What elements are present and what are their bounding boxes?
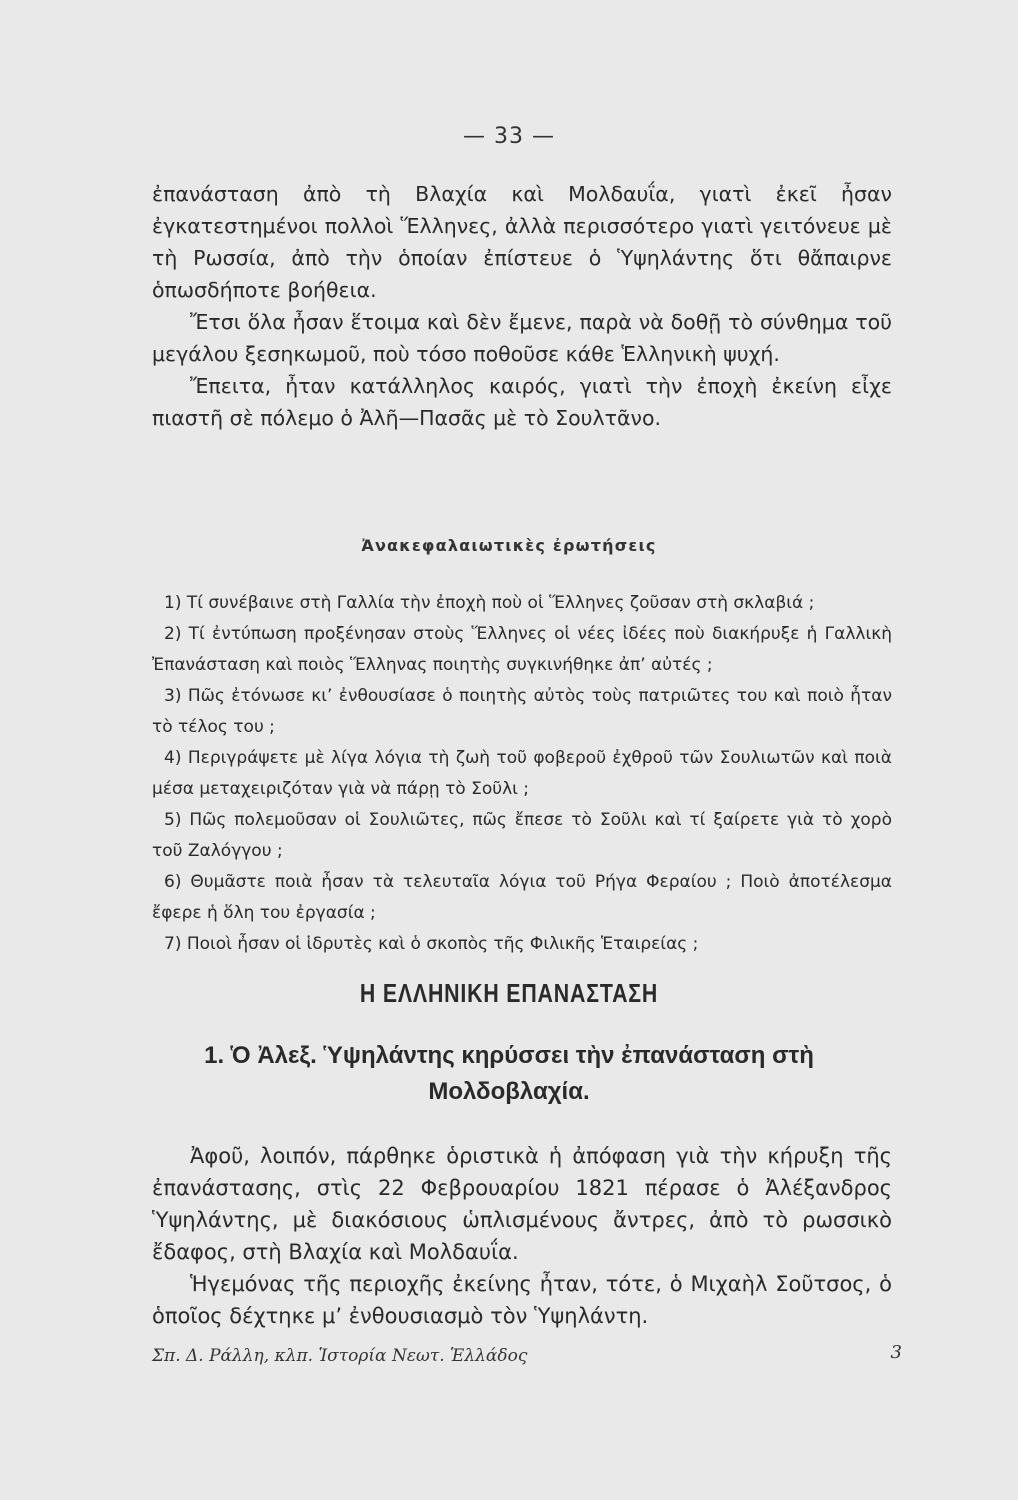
signature-mark: 3 (890, 1342, 902, 1363)
page-number: — 33 — (463, 124, 555, 149)
section-title: Η ΕΛΛΗΝΙΚΗ ΕΠΑΝΑΣΤΑΣΗ (359, 978, 659, 1008)
question-item: 4) Περιγράψετε μὲ λίγα λόγια τὴ ζωὴ τοῦ φοβεροῦ ἐχθροῦ τῶν Σουλιωτῶν καὶ ποιὰ μέσα μεταχειριζόταν γιὰ νὰ πάρῃ τὸ Σοῦλι ; (152, 748, 892, 799)
footer-reference: Σπ. Δ. Ράλλη, κλπ. Ἱστορία Νεωτ. Ἑλλάδος (152, 1346, 528, 1366)
chapter-title-text: 1. Ὁ Ἀλεξ. Ὑψηλάντης κηρύσσει τὴν ἐπανάσταση στὴ Μολδοβλαχία. (204, 1042, 814, 1105)
question-item: 2) Τί ἐντύπωση προξένησαν στοὺς Ἕλληνες οἱ νέες ἰδέες ποὺ διακήρυξε ἡ Γαλλικὴ Ἐπανάσταση καὶ ποιὸς Ἕλληνας ποιητὴς συγκινήθηκε ἀπ’ αὐτές ; (152, 624, 892, 675)
paragraph: Ἔπειτα, ἦταν κατάλληλος καιρός, γιατὶ τὴν ἐποχὴ ἐκείνη εἶχε πιαστῆ σὲ πόλεμο ὁ Ἀλῆ—Πασᾶς μὲ τὸ Σουλτᾶνο. (152, 374, 892, 430)
intro-text (152, 178, 892, 434)
paragraph: ἐπανάσταση ἀπὸ τὴ Βλαχία καὶ Μολδαυΐα, γιατὶ ἐκεῖ ἦσαν ἐγκατεστημένοι πολλοὶ Ἕλληνες, ἀλλὰ περισσότερο γιατὶ γειτόνευε μὲ τὴ Ρωσσία, ἀπὸ τὴν ὁποίαν ἐπίστευε ὁ Ὑψηλάντης ὅτι θἄπαιρνε ὁπωσδήποτε βοήθεια. (152, 182, 892, 302)
question-item: 1) Τί συνέβαινε στὴ Γαλλία τὴν ἐποχὴ ποὺ οἱ Ἕλληνες ζοῦσαν στὴ σκλαβιά ; (164, 593, 815, 613)
paragraph: Ἀφοῦ, λοιπόν, πάρθηκε ὁριστικὰ ἡ ἀπόφαση γιὰ τὴν κήρυξη τῆς ἐπανάστασης, στὶς 22 Φεβρουαρίου 1821 πέρασε ὁ Ἀλέξανδρος Ὑψηλάντης, μὲ διακόσιους ὡπλισμένους ἄντρες, ἀπὸ τὸ ρωσσικὸ ἔδαφος, στὴ Βλαχία καὶ Μολδαυΐα. (152, 1144, 892, 1264)
question-item: 5) Πῶς πολεμοῦσαν οἱ Σουλιῶτες, πῶς ἔπεσε τὸ Σοῦλι καὶ τί ξαίρετε γιὰ τὸ χορὸ τοῦ Ζαλόγγου ; (152, 810, 892, 861)
review-questions-heading: Ἀνακεφαλαιωτικὲς ἐρωτήσεις (361, 536, 657, 555)
page-footer (152, 1342, 902, 1376)
review-questions-list (152, 588, 892, 960)
question-item: 3) Πῶς ἐτόνωσε κι’ ἐνθουσίασε ὁ ποιητὴς αὐτὸς τοὺς πατριῶτες του καὶ ποιὸ ἦταν τὸ τέλος του ; (152, 686, 892, 737)
paragraph: Ἡγεμόνας τῆς περιοχῆς ἐκείνης ἦταν, τότε, ὁ Μιχαὴλ Σοῦτσος, ὁ ὁποῖος δέχτηκε μ’ ἐνθουσιασμὸ τὸν Ὑψηλάντη. (152, 1272, 892, 1328)
chapter-body (152, 1140, 892, 1332)
question-item: 7) Ποιοὶ ἦσαν οἱ ἱδρυτὲς καὶ ὁ σκοπὸς τῆς Φιλικῆς Ἑταιρείας ; (164, 934, 699, 954)
paragraph: Ἔτσι ὅλα ἦσαν ἕτοιμα καὶ δὲν ἔμενε, παρὰ νὰ δοθῇ τὸ σύνθημα τοῦ μεγάλου ξεσηκωμοῦ, ποὺ τόσο ποθοῦσε κάθε Ἑλληνικὴ ψυχή. (152, 310, 892, 366)
question-item: 6) Θυμᾶστε ποιὰ ἦσαν τὰ τελευταῖα λόγια τοῦ Ρήγα Φεραίου ; Ποιὸ ἀποτέλεσμα ἔφερε ἡ ὅλη του ἐργασία ; (152, 872, 892, 923)
chapter-title (0, 1038, 1018, 1110)
